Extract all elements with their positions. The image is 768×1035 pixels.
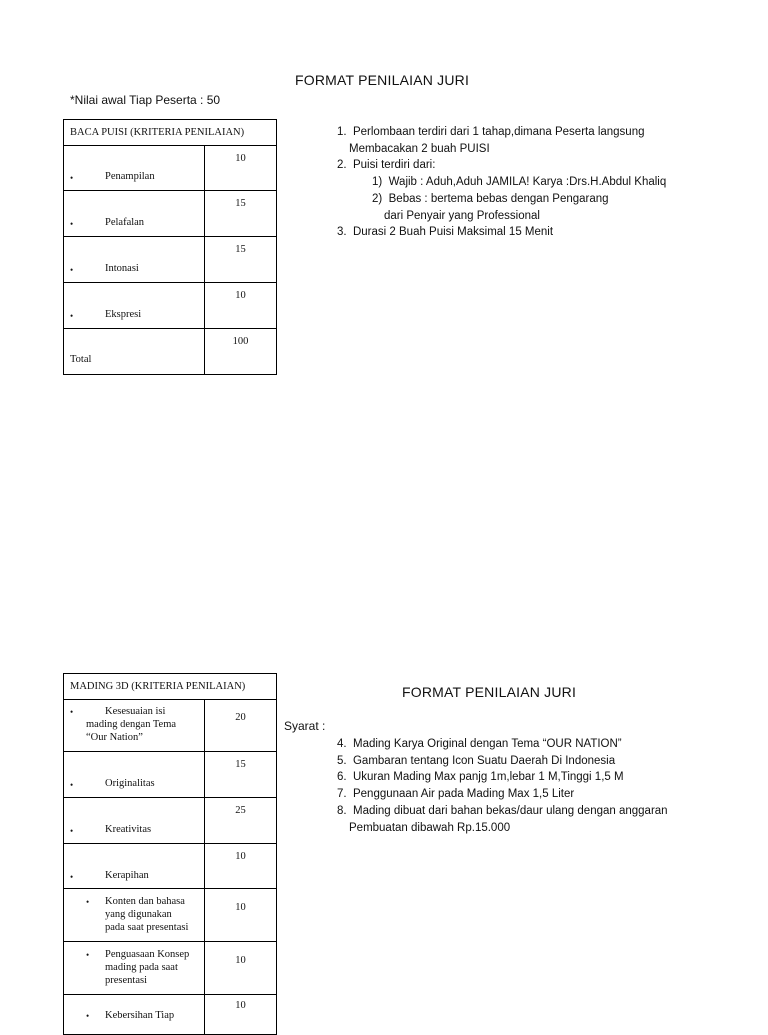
list-item: Membacakan 2 buah PUISI	[349, 142, 490, 155]
list-item: 6. Ukuran Mading Max panjg 1m,lebar 1 M,Tinggi 1,5 M	[337, 771, 624, 784]
criteria-label: Ekspresi	[105, 309, 142, 320]
table-row	[64, 889, 277, 942]
poetry-rules-list	[0, 124, 768, 241]
bullet-icon: •	[70, 707, 74, 717]
criteria-label: mading pada saat	[105, 962, 178, 973]
bullet-icon: •	[70, 265, 74, 275]
bullet-icon: •	[70, 173, 74, 183]
bullet-icon: •	[86, 1011, 90, 1021]
initial-score-note: *Nilai awal Tiap Peserta : 50	[70, 93, 221, 107]
bullet-icon: •	[70, 780, 74, 790]
bullet-icon: •	[70, 219, 74, 229]
list-item: 5. Gambaran tentang Icon Suatu Daerah Di Indonesia	[337, 754, 616, 767]
criteria-label: Originalitas	[105, 778, 155, 789]
total-row	[64, 329, 277, 375]
criteria-label: Kreativitas	[105, 824, 152, 835]
criteria-label: Kerapihan	[105, 870, 149, 881]
criteria-label: Pelafalan	[105, 217, 145, 228]
criteria-score: 10	[235, 1000, 246, 1011]
criteria-score: 10	[235, 153, 246, 164]
list-item: 7. Penggunaan Air pada Mading Max 1,5 Liter	[337, 788, 575, 801]
bullet-icon: •	[86, 950, 90, 960]
list-item: 4. Mading Karya Original dengan Tema “OUR NATION”	[337, 738, 622, 750]
syarat-label: Syarat :	[284, 719, 326, 733]
list-item: 1) Wajib : Aduh,Aduh JAMILA! Karya :Drs.H.Abdul Khaliq	[372, 176, 667, 189]
poetry-table-header: BACA PUISI (KRITERIA PENILAIAN)	[64, 120, 277, 146]
bullet-icon: •	[86, 897, 90, 907]
total-label: Total	[70, 354, 92, 365]
criteria-score: 25	[235, 805, 246, 816]
criteria-score: 10	[235, 902, 246, 913]
mading-criteria-table	[63, 673, 277, 1035]
criteria-label: Kebersihan Tiap	[105, 1010, 175, 1021]
criteria-score: 15	[235, 759, 246, 770]
table-row	[64, 283, 277, 329]
total-score: 100	[232, 336, 249, 347]
criteria-label: Penampilan	[105, 171, 155, 182]
table-row	[64, 942, 277, 995]
list-item: 3. Durasi 2 Buah Puisi Maksimal 15 Menit	[337, 226, 554, 239]
list-item: 8. Mading dibuat dari bahan bekas/daur ulang dengan anggaran	[337, 804, 668, 817]
criteria-label: Intonasi	[105, 263, 139, 274]
section-title-mading: FORMAT PENILAIAN JURI	[402, 684, 577, 700]
criteria-score: 20	[235, 712, 246, 723]
criteria-label: mading dengan Tema	[86, 719, 177, 730]
criteria-score: 15	[235, 244, 246, 255]
mading-table-header: MADING 3D (KRITERIA PENILAIAN)	[64, 674, 277, 700]
mading-rules-list	[0, 736, 768, 836]
table-row	[64, 995, 277, 1035]
criteria-score: 10	[235, 955, 246, 966]
criteria-label: Konten dan bahasa	[105, 896, 185, 907]
criteria-score: 10	[235, 290, 246, 301]
criteria-label: “Our Nation”	[86, 732, 143, 743]
criteria-label: Kesesuaian isi	[105, 706, 166, 717]
list-item: 2) Bebas : bertema bebas dengan Pengarang	[372, 192, 609, 205]
table-row	[64, 237, 277, 283]
list-item: 2. Puisi terdiri dari:	[337, 159, 436, 172]
criteria-score: 15	[235, 198, 246, 209]
criteria-label: presentasi	[105, 975, 147, 986]
table-row	[64, 844, 277, 889]
list-item: Pembuatan dibawah Rp.15.000	[349, 821, 511, 834]
page-title: FORMAT PENILAIAN JURI	[295, 72, 470, 88]
bullet-icon: •	[70, 872, 74, 882]
criteria-label: Penguasaan Konsep	[105, 949, 190, 960]
list-item: 1. Perlombaan terdiri dari 1 tahap,dimana Peserta langsung	[337, 126, 645, 138]
criteria-label: pada saat presentasi	[105, 922, 189, 933]
criteria-score: 10	[235, 851, 246, 862]
bullet-icon: •	[70, 311, 74, 321]
list-item: dari Penyair yang Professional	[384, 209, 540, 222]
criteria-label: yang digunakan	[105, 909, 172, 920]
bullet-icon: •	[70, 826, 74, 836]
